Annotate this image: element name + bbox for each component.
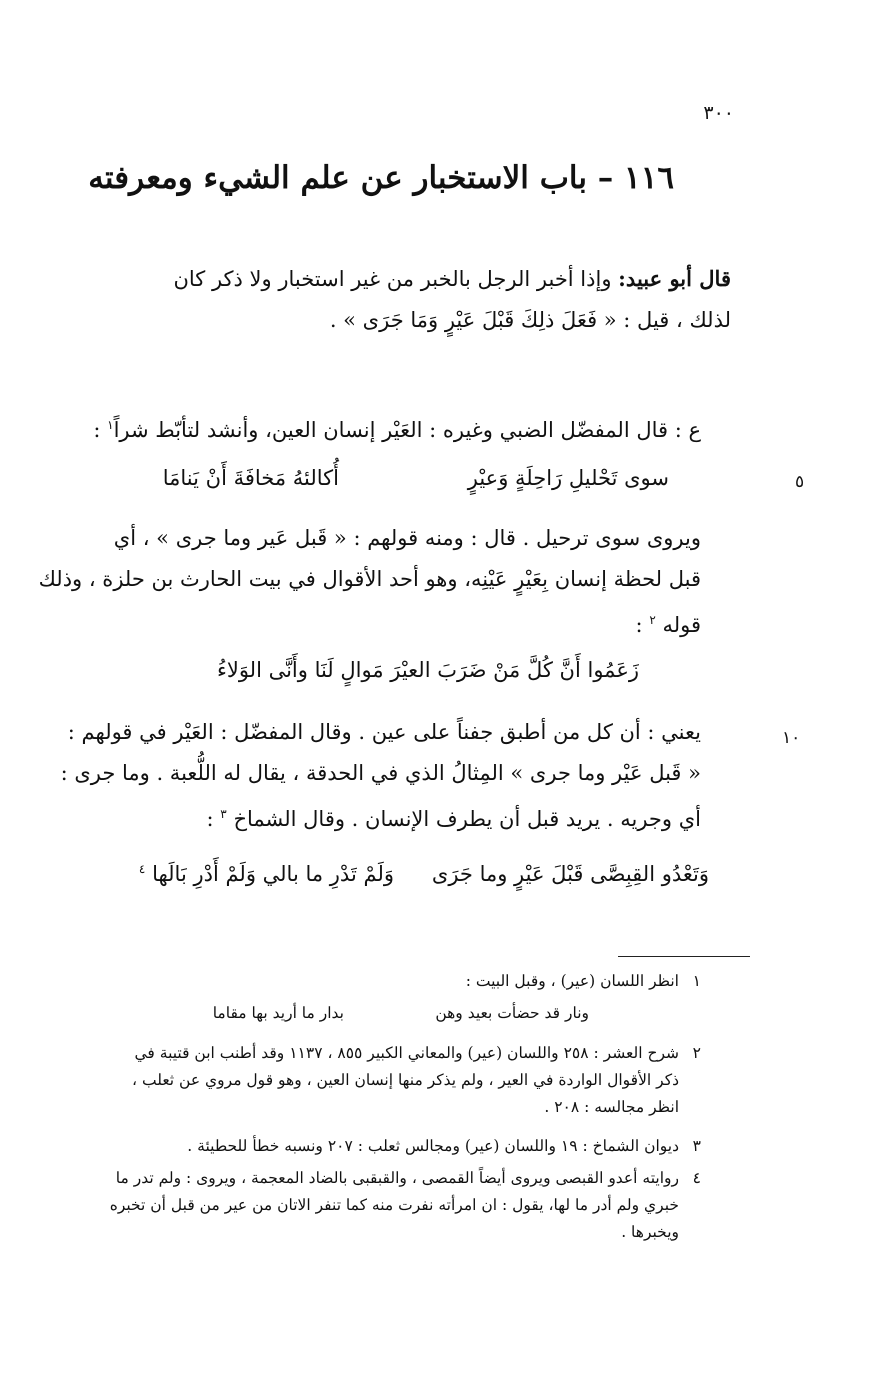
footnote-1: ١انظر اللسان (عير) ، وقبل البيت : <box>465 972 701 990</box>
footnote-ref-2: ٢ <box>649 613 656 627</box>
commentary-line-5: يعني : أن كل من أطبق جفناً على عين . وقال المفضّل : العَيْر في قولهم : <box>67 720 701 744</box>
author-label: قال أبو عبيد: <box>618 266 731 291</box>
line-number-5: ٥ <box>795 472 805 492</box>
verse-1-second-hemistich: أُكالئهُ مَخافَةَ أَنْ يَنامَا <box>162 466 339 490</box>
footnote-2: ٢شرح العشر : ٢٥٨ واللسان (عير) والمعاني الكبير ٨٥٥ ، ١١٣٧ وقد أطنب ابن قتيبة في ذكر الأقوال الواردة في العير ، ولم يذكر منها إنسان العين ، وهو قول مروي عن ثعلب ، انظر مجالسه : ٢٠٨ . <box>132 1044 701 1116</box>
commentary-line-4: قوله $^٢$ : <box>635 613 701 637</box>
intro-paragraph <box>25 258 731 341</box>
commentary-line-1: ع : قال المفضّل الضبي وغيره : العَيْر إنسان العين، وأنشد لتأبّط شراً$^١$ : <box>93 418 701 442</box>
intro-line-1: قال أبو عبيد: وإذا أخبر الرجل بالخبر من غير استخبار ولا ذكر كان <box>173 266 731 291</box>
footnote-3: ٣ديوان الشماخ : ١٩ واللسان (عير) ومجالس ثعلب : ٢٠٧ ونسبه خطأ للحطيئة . <box>187 1137 701 1155</box>
page-number: ٣٠٠ <box>703 102 734 124</box>
footnote-1-verse-second: بدار ما أريد بها مقاما <box>212 1004 344 1022</box>
footnote-ref-3: ٣ <box>220 807 227 821</box>
chapter-title: ١١٦ – باب الاستخبار عن علم الشيء ومعرفته <box>88 160 674 196</box>
verse-3-first-hemistich: وَتَعْدُو القِبِصَّى قَبْلَ عَيْرٍ وما جَرَى <box>431 862 709 886</box>
footnote-1-verse-first: ونار قد حضأت بعيد وهن <box>435 1004 589 1022</box>
commentary-line-2: ويروى سوى ترحيل . قال : ومنه قولهم : « قَبل عَير وما جرى » ، أي <box>113 526 701 550</box>
footnote-ref-1: ١ <box>107 418 114 432</box>
commentary-line-3: قبل لحظة إنسان بِعَيْرٍ عَيْنِه، وهو أحد الأقوال في بيت الحارث بن حلزة ، وذلك <box>38 567 701 591</box>
verse-3-second-hemistich: وَلَمْ تَدْرِ ما بالي وَلَمْ أَدْرِ بَالَها $^٤$ <box>138 862 394 886</box>
footnote-separator <box>618 956 750 957</box>
footnote-4: ٤روايته أعدو القبصى ويروى أيضاً القمصى ، والقبقبى بالضاد المعجمة ، ويروى : ولم تدر ما خبري ولم أدر ما لها، يقول : ان امرأته نفرت منه كما تنفر الاتان من عير من قبل أن تخبره ويخبرها . <box>109 1169 701 1241</box>
commentary-line-6: « قَبل عَيْر وما جرى » المِثالُ الذي في الحدقة ، يقال له اللُّعبة . وما جرى : <box>60 761 701 785</box>
commentary-block-2 <box>25 518 701 646</box>
commentary-line-7: أي وجريه . يريد قبل أن يطرف الإنسان . وقال الشماخ $^٣$ : <box>206 807 701 831</box>
footnote-ref-4: ٤ <box>138 862 146 876</box>
line-number-10: ١٠ <box>782 728 801 748</box>
verse-1-first-hemistich: سوى تَحْليلِ رَاحِلَةٍ وَعيْرٍ <box>467 466 669 490</box>
verse-2: زَعَمُوا أَنَّ كُلَّ مَنْ ضَرَبَ العيْرَ مَوالٍ لَنَا وأَنَّى الوَلاءُ <box>216 658 639 682</box>
commentary-block-3 <box>25 712 701 840</box>
intro-line-2: لذلك ، قيل : « فَعَلَ ذلِكَ قَبْلَ عَيْرٍ وَمَا جَرَى » . <box>329 308 731 332</box>
